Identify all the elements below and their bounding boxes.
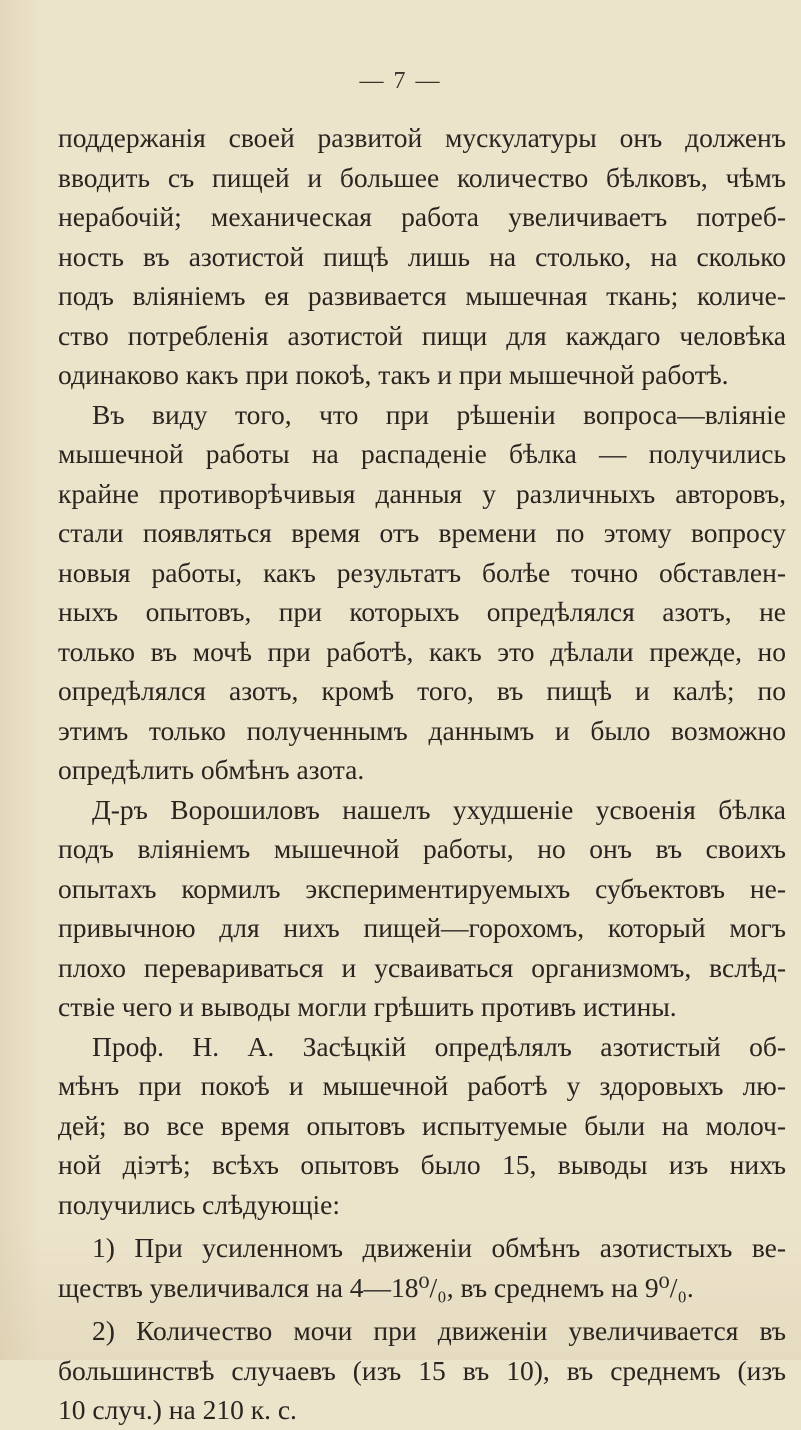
text-line: подъ вліяніемъ мышечной работы, но онъ въ своихъ	[58, 833, 786, 864]
text-line: ствіе чего и выводы могли грѣшить противъ истины.	[58, 991, 677, 1022]
paragraph	[58, 1027, 786, 1225]
text-line: 10 случ.) на 210 к. с.	[58, 1394, 297, 1425]
paragraph	[58, 118, 786, 395]
text-line: 1) При усиленномъ движеніи обмѣнъ азотистыхъ ве-	[92, 1232, 786, 1263]
text-line: этимъ только полученнымъ даннымъ и было возможно	[58, 714, 786, 746]
text-line: новыя работы, какъ результатъ болѣе точно обставлен-	[58, 556, 786, 588]
paragraph	[58, 395, 786, 790]
paragraph	[58, 1311, 786, 1430]
text-line: ществъ увеличивался на 4—18⁰/₀, въ среднемъ на 9⁰/₀.	[58, 1271, 694, 1303]
paragraph	[58, 790, 786, 1027]
body-text	[58, 118, 786, 1430]
text-line: крайне противорѣчивыя данныя у различныхъ авторовъ,	[58, 477, 786, 509]
text-line: 2) Количество мочи при движеніи увеличивается въ	[92, 1315, 786, 1346]
text-line: привычною для нихъ пищей—горохомъ, который могъ	[58, 912, 786, 943]
text-line: ность въ азотистой пищѣ лишь на столько, на сколько	[58, 240, 786, 272]
text-line: Въ виду того, что при рѣшеніи вопроса—вліяніе	[92, 398, 786, 430]
text-line: плохо перевариваться и усваиваться организмомъ, вслѣд-	[58, 951, 786, 983]
text-line: ной діэтѣ; всѣхъ опытовъ было 15, выводы изъ нихъ	[58, 1149, 786, 1180]
text-line: ство потребленія азотистой пищи для каждаго человѣка	[58, 319, 786, 351]
text-line: Проф. Н. А. Засѣцкій опредѣлялъ азотистый об-	[92, 1030, 786, 1062]
text-line: большинствѣ случаевъ (изъ 15 въ 10), въ среднемъ (изъ	[58, 1354, 786, 1386]
text-line: опредѣлялся азотъ, кромѣ того, въ пищѣ и калѣ; по	[58, 675, 786, 706]
text-line: только въ мочѣ при работѣ, какъ это дѣлали прежде, но	[58, 635, 786, 667]
page-number: — 7 —	[359, 68, 442, 94]
text-line: вводить съ пищей и большее количество бѣлковъ, чѣмъ	[58, 161, 786, 193]
text-line: мышечной работы на распаденіе бѣлка — получились	[58, 438, 786, 469]
text-line: мѣнъ при покоѣ и мышечной работѣ у здоровыхъ лю-	[58, 1070, 786, 1101]
text-line: нерабочій; механическая работа увеличиваетъ потреб-	[58, 201, 786, 232]
text-line: дей; во все время опытовъ испытуемые были на молоч-	[58, 1109, 786, 1141]
text-line: подъ вліяніемъ ея развивается мышечная ткань; количе-	[58, 280, 786, 311]
text-line: ныхъ опытовъ, при которыхъ опредѣлялся азотъ, не	[58, 596, 786, 627]
text-line: Д-ръ Ворошиловъ нашелъ ухудшеніе усвоенія бѣлка	[92, 793, 786, 825]
text-line: опредѣлить обмѣнъ азота.	[58, 754, 365, 785]
text-line: одинаково какъ при покоѣ, такъ и при мышечной работѣ.	[58, 359, 729, 390]
paragraph	[58, 1228, 786, 1307]
text-line: поддержанія своей развитой мускулатуры онъ долженъ	[58, 122, 786, 153]
text-line: получились слѣдующіе:	[58, 1188, 340, 1220]
text-line: стали появляться время отъ времени по этому вопросу	[58, 517, 786, 548]
text-line: опытахъ кормилъ экспериментируемыхъ субъектовъ не-	[58, 872, 786, 904]
